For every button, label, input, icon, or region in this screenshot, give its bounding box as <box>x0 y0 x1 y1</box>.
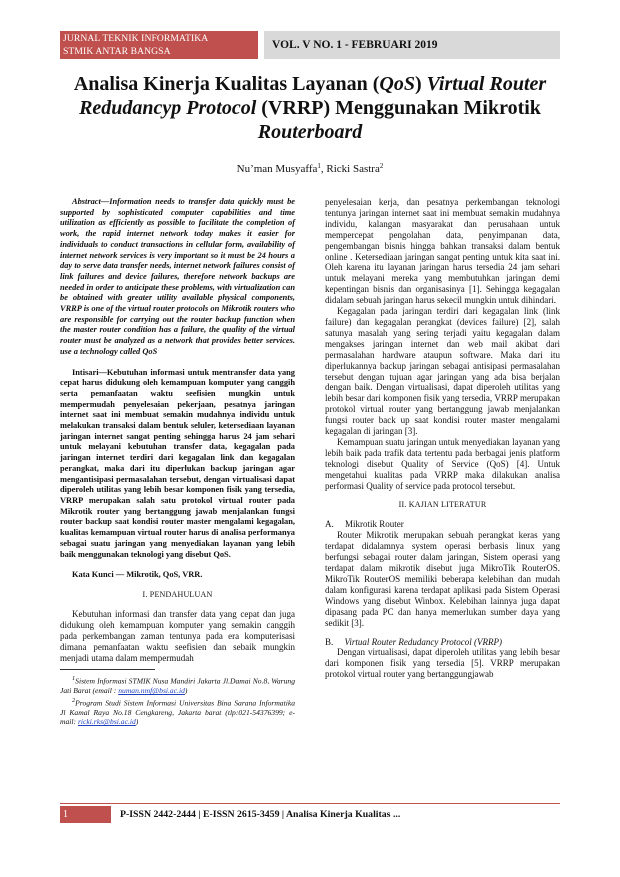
footnote-2-end: ) <box>135 717 139 727</box>
title-line3: Routerboard <box>257 121 363 143</box>
journal-name-line1: JURNAL TEKNIK INFORMATIKA <box>63 33 209 44</box>
author-2: Ricki Sastra <box>326 163 380 175</box>
footnote-1-text: Sistem Informasi STMIK Nusa Mandiri Jakarta Jl.Damai No.8, Warung Jati Barat (email : <box>60 676 295 696</box>
section-heading-literature: II. KAJIAN LITERATUR <box>398 500 487 510</box>
subsection-a-label: A. <box>325 519 334 530</box>
journal-name-box <box>60 31 258 59</box>
volume-label: VOL. V NO. 1 - FEBRUARI 2019 <box>264 31 560 59</box>
author-1-affiliation: 1 <box>317 162 321 170</box>
footnote-1-mark: 1 <box>72 675 76 683</box>
section-heading-introduction: I. PENDAHULUAN <box>142 589 213 599</box>
subsection-a-title: Mikrotik Router <box>345 519 404 530</box>
author-separator: , <box>320 163 327 175</box>
author-2-affiliation: 2 <box>379 162 384 170</box>
subsection-b-label: B. <box>325 636 334 647</box>
footnote-2 <box>60 696 295 727</box>
author-list <box>58 162 562 176</box>
footnote-divider <box>60 669 155 670</box>
footnote-1-end: ) <box>184 686 188 696</box>
subsection-a-heading <box>325 519 560 530</box>
footnote-1-email-link[interactable]: numan.nmf@bsi.ac.id <box>118 686 185 696</box>
author-1: Nu’man Musyaffa <box>236 163 318 175</box>
title-line1: Analisa Kinerja Kualitas Layanan (QoS) Virtual Router <box>73 73 547 95</box>
footnote-2-email-link[interactable]: ricki.rks@bsi.ac.id <box>77 717 136 727</box>
footnote-2-text: Program Studi Sistem Informasi Universitas Bina Sarana Informatika Jl Kamal Raya No.18 Cengkareng, Jakarta barat (tlp:021-54376399; e-mail: <box>60 698 295 727</box>
journal-name-line2: STMIK ANTAR BANGSA <box>63 45 171 57</box>
keywords: Kata Kunci — Mikrotik, QoS, VRR. <box>72 570 203 580</box>
left-column <box>60 197 295 727</box>
intro-paragraph-continued: penyelesaian kerja, dan pesatnya perkembangan teknologi tentunya jaringan internet saat ini membuat semakin mudahnya individu, kalangan masyarakat dan perusahaan untuk mempercepat pengolahan data, penyimpanan data, pengembangan bisnis hingga bahkan transaksi dalam bentuk online . Ketersediaan jaringan sangat penting untuk kita saat ini. Oleh karena itu layanan jaringan harus tersedia 24 jam sehari untuk melayani mereka yang membutuhkan jaringan demi kepentingan bisnis dan organisasinya [1]. Sehingga kegagalan didalam sebuah jaringan harus sekecil mungkin untuk dihindari. <box>325 197 560 306</box>
footnote-2-mark: 2 <box>72 696 76 704</box>
abstract-indonesian: Intisari—Kebutuhan informasi untuk mentransfer data yang cepat harus didukung oleh kemampuan komputer yang canggih serta pemanfaatan waktu seefisien mungkin untuk mempermudah penyelesaian pekerjaan, pesatnya jaringan internet saat ini membuat semakin mudahnya individu untuk melakukan transaksi dalam bentuk seluler, ketersediaan layanan jaringan internet sangat penting sehingga harus 24 jam sehari untuk melayani kebutuhan transfer data, kegagalan pada jaringan internet terdiri dari kegagalan link dan kegagalan perangkat, maka dari itu diperlukan backup jaringan agar mengantisipasi permasalahan tersebut, dengan virtualisasi dapat diperoleh utilitas yang lebih besar komponen fisik yang tersedia, VRRP merupakan salah satu protokol virtual router pada Mikrotik router yang bertanggung jawab menjalankan fungsi router backup saat kondisi router master mengalami kegagalan, kualitas kemampuan virtual router harus di analisa performanya sebagai suatu jaringan yang menyediakan layanan yang lebih baik menggunakan teknologi yang disebut QoS. <box>60 367 295 559</box>
vrrp-paragraph: Dengan virtualisasi, dapat diperoleh utilitas yang lebih besar dari komponen fisik yang tersedia [5]. VRRP merupakan protokol virtual router yang bertanggungjawab <box>325 647 560 680</box>
mikrotik-paragraph: Router Mikrotik merupakan sebuah perangkat keras yang terdapat didalamnya system operasi berbasis linux yang berfungsi sebagai router dalam jaringan, Sistem operasi yang terdapat dalam mikrotik disebut juga MikroTik RouterOS. MikroTik RouterOS memiliki beberapa kelebihan dan mudah dalam konfigurasi karena terdapat aplikasi pada Sistem Operasi Windows yang disebut Winbox. Kelebihan lainnya juga dapat dipasang pada PC dan hanya memerlukan sumber daya yang sedikit [3]. <box>325 530 560 628</box>
footer-issn-text: P-ISSN 2442-2444 | E-ISSN 2615-3459 | Analisa Kinerja Kualitas ... <box>120 809 401 820</box>
right-column <box>325 197 560 680</box>
abstract-english: Abstract—Information needs to transfer data quickly must be supported by sophisticated computer capabilities and time utilization as efficiently as possible to facilitate the completion of work, the rapid internet network today makes it easier for individuals to conduct transactions in cellular form, availability of internet network services is very important so it must be 24 hours a day to serve data transfer needs, internet network failures consist of link failures and device failures, therefore network backups are needed in order to anticipate these problems, with virtualization can be obtained with greater utility available physical components, VRRP is one of the virtual router protocols on Mikrotik routers who are responsible for carrying out the router backup function when the master router condition has a failure, the quality of the virtual router must be analyzed as a network that provides better services. use a technology called QoS <box>60 197 295 356</box>
subsection-b-title: Virtual Router Redudancy Protocol (VRRP) <box>344 636 502 647</box>
intro-paragraph-2: Kegagalan pada jaringan terdiri dari kegagalan link (link failure) dan kegagalan perangkat (devices failure) [2], salah satunya masalah yang sering terjadi yaitu kegagalan dalam mengakses jaringan internet dan web mail akibat dari permasalahan hardware ataupun software. Maka dari itu diperlukannya backup jaringan sebagai antisipasi permasalahan tersebut dengan tujuan agar jaringan yang ada bisa berjalan dengan baik. Dengan virtualisasi, dapat diperoleh utilitas yang lebih besar dari komponen fisik yang tersedia, VRRP merupakan protokol virtual router yang bertanggung jawab menjalankan fungsi router back up saat kondisi router master mengalami kegagalan di jaringan [3]. <box>325 306 560 437</box>
footer-divider <box>60 803 560 804</box>
paper-title <box>58 72 562 144</box>
title-line2: Redudancyp Protocol (VRRP) Menggunakan Mikrotik <box>79 97 541 119</box>
subsection-b-heading <box>325 637 560 648</box>
footnote-1 <box>60 674 295 695</box>
intro-paragraph: Kebutuhan informasi dan transfer data yang cepat dan juga didukung oleh kemampuan komputer yang semakin canggih pada perkembangan zaman tentunya pada era komputerisasi dimana pemanfaatan waktu seefisien dan sebaik mungkin menjadi utama dalam mempermudah <box>60 608 295 663</box>
intro-paragraph-3: Kemampuan suatu jaringan untuk menyediakan layanan yang lebih baik pada trafik data tertentu pada berbagai jenis platform teknologi disebut Quality of Service (QoS) [4]. Untuk mengetahui kualitas pada VRRP maka dilakukan analisa performasi Quality of service pada protocol tersebut. <box>325 436 560 491</box>
page-number: 1 <box>60 806 111 823</box>
